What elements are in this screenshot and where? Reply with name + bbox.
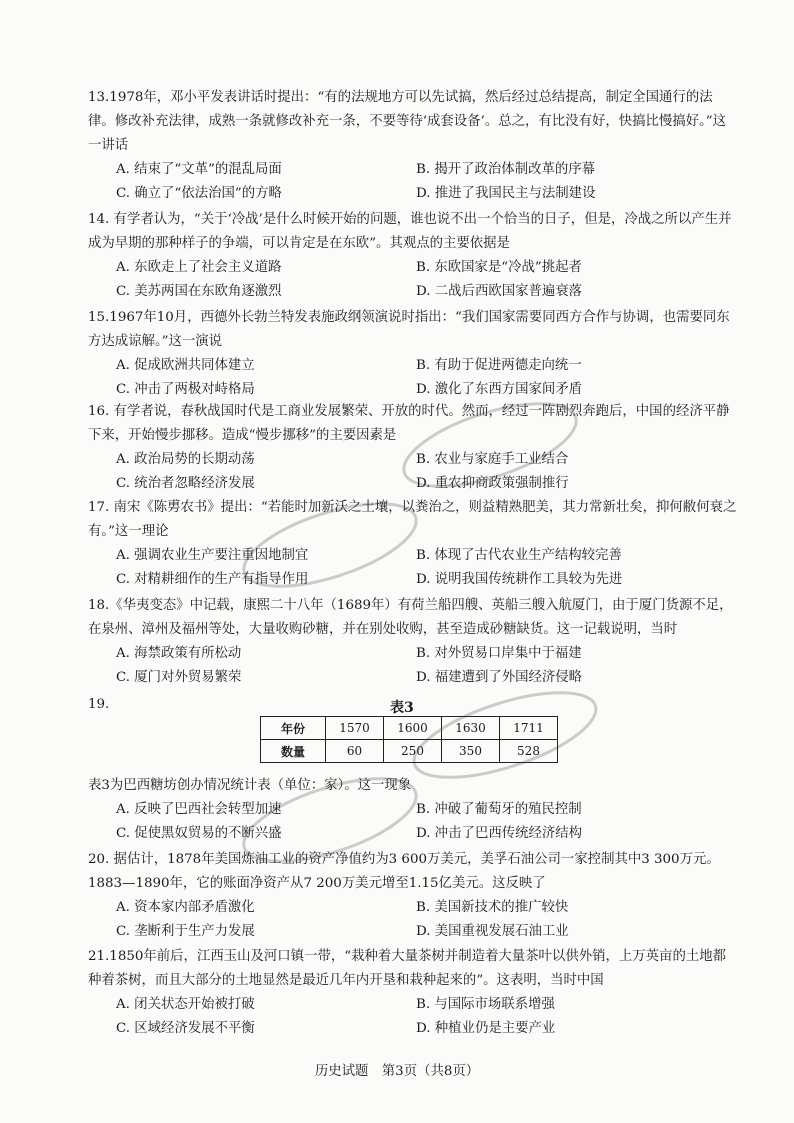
options (116, 354, 738, 402)
question-21 (88, 945, 738, 1041)
option-b: B. 有助于促进两德走向统一 (416, 358, 582, 373)
question-14 (88, 208, 738, 304)
option-a: A. 促成欧洲共同体建立 (116, 358, 255, 373)
watermark-icon (230, 775, 430, 865)
option-d: D. 二战后西欧国家普遍衰落 (416, 284, 583, 299)
question-stem: 13.1978年，邓小平发表讲话时提出：“有的法规地方可以先试搞，然后经过总结提高，制定全国通行的法律。修改补充法律，成熟一条就修改补充一条，不要等待‘成套设备’。总之，有比没有好，快搞比慢搞好。”这一讲话 (88, 90, 727, 153)
option-b: B. 冲破了葡萄牙的殖民控制 (416, 802, 582, 817)
table-cell: 1711 (500, 717, 558, 740)
option-a: A. 闭关状态开始被打破 (116, 997, 255, 1012)
option-b: B. 美国新技术的推广较快 (416, 900, 569, 915)
option-b: B. 体现了古代农业生产结构较完善 (416, 548, 622, 563)
option-a: A. 结束了“文革”的混乱局面 (116, 162, 282, 177)
table-title: 表3 (390, 700, 414, 716)
question-stem: 20. 据估计，1878年美国炼油工业的资产净值约为3 600万美元，美孚石油公司一家控制其中3 300万元。1883—1890年，它的账面净资产从7 200万美元增至1.15亿美元。这反映了 (88, 852, 720, 891)
watermark-icon (400, 690, 610, 780)
question-13 (88, 86, 738, 206)
watermark-icon (390, 400, 590, 490)
question-15 (88, 306, 738, 402)
option-c: C. 区域经济发展不平衡 (116, 1021, 255, 1036)
options (116, 158, 738, 206)
table-cell: 250 (384, 740, 442, 763)
option-b: B. 农业与家庭手工业结合 (416, 452, 569, 467)
option-b: B. 东欧国家是“冷战”挑起者 (416, 260, 582, 275)
option-d: D. 种植业仍是主要产业 (416, 1021, 556, 1036)
option-d: D. 冲击了巴西传统经济结构 (416, 826, 583, 841)
table-cell: 1630 (442, 717, 500, 740)
option-d: D. 美国重视发展石油工业 (416, 924, 569, 939)
question-stem: 18.《华夷变态》中记载，康熙二十八年（1689年）有荷兰船四艘、英船三艘入航厦门，由于厦门货源不足，在泉州、漳州及福州等处，大量收购砂糖，并在别处收购，甚至造成砂糖缺货。这一记载说明，当时 (88, 598, 733, 637)
watermark-icon (230, 500, 430, 590)
row-label-count: 数量 (261, 740, 326, 763)
option-c: C. 冲击了两极对峙格局 (116, 382, 255, 397)
option-b: B. 揭开了政治体制改革的序幕 (416, 162, 596, 177)
option-a: A. 政治局势的长期动荡 (116, 452, 255, 467)
table-cell: 350 (442, 740, 500, 763)
question-19-number: 19. (88, 697, 110, 712)
option-d: D. 推进了我国民主与法制建设 (416, 186, 596, 201)
option-a: A. 反映了巴西社会转型加速 (116, 802, 282, 817)
option-c: C. 对精耕细作的生产有指导作用 (116, 572, 309, 587)
option-d: D. 福建遭到了外国经济侵略 (416, 670, 583, 685)
question-stem: 17. 南宋《陈旉农书》提出：“若能时加新沃之土壤，以粪治之，则益精熟肥美，其力常新壮矣，抑何敝何衰之有。”这一理论 (88, 500, 737, 539)
option-c: C. 确立了“依法治国”的方略 (116, 186, 282, 201)
question-stem: 15.1967年10月，西德外长勃兰特发表施政纲领演说时指出：“我们国家需要同西方合作与协调，也需要同东方达成谅解。”这一演说 (88, 310, 730, 349)
option-d: D. 说明我国传统耕作工具较为先进 (416, 572, 623, 587)
option-c: C. 统治者忽略经济发展 (116, 476, 255, 491)
option-b: B. 与国际市场联系增强 (416, 997, 555, 1012)
option-c: C. 美苏两国在东欧角逐激烈 (116, 284, 282, 299)
option-d: D. 重农抑商政策强制推行 (416, 476, 569, 491)
question-stem: 16. 有学者说，春秋战国时代是工商业发展繁荣、开放的时代。然而，经过一阵剧烈奔跑后，中国的经济平静下来，开始慢步挪移。造成“慢步挪移”的主要因素是 (88, 404, 730, 443)
question-stem: 21.1850年前后，江西玉山及河口镇一带，“栽种着大量茶树并制造着大量茶叶以供外销，上万英亩的土地都种着茶树，而且大部分的土地显然是最近几年内开垦和栽种起来的”。这表明，当时中国 (88, 949, 727, 988)
page-footer: 历史试题 第3页（共8页） (314, 1064, 480, 1079)
question-stem: 14. 有学者认为，“关于‘冷战’是什么时候开始的问题，谁也说不出一个恰当的日子，但是，冷战之所以产生并成为早期的那种样子的争端，可以肯定是在东欧”。其观点的主要依据是 (88, 212, 732, 251)
options (116, 993, 738, 1041)
table-cell: 60 (326, 740, 384, 763)
option-a: A. 东欧走上了社会主义道路 (116, 260, 282, 275)
question-stem: 表3为巴西糖坊创办情况统计表（单位：家）。这一现象 (88, 778, 412, 793)
options (116, 642, 738, 690)
row-label-year: 年份 (261, 717, 326, 740)
options (116, 896, 738, 944)
table-cell: 528 (500, 740, 558, 763)
option-c: C. 厦门对外贸易繁荣 (116, 670, 242, 685)
option-c: C. 垄断利于生产力发展 (116, 924, 255, 939)
option-a: A. 资本家内部矛盾激化 (116, 900, 255, 915)
options (116, 256, 738, 304)
option-a: A. 强调农业生产要注重因地制宜 (116, 548, 309, 563)
table-cell: 1600 (384, 717, 442, 740)
option-c: C. 促使黑奴贸易的不断兴盛 (116, 826, 282, 841)
option-b: B. 对外贸易口岸集中于福建 (416, 646, 582, 661)
option-a: A. 海禁政策有所松动 (116, 646, 242, 661)
table-cell: 1570 (326, 717, 384, 740)
option-d: D. 激化了东西方国家间矛盾 (416, 382, 583, 397)
question-18 (88, 594, 738, 690)
